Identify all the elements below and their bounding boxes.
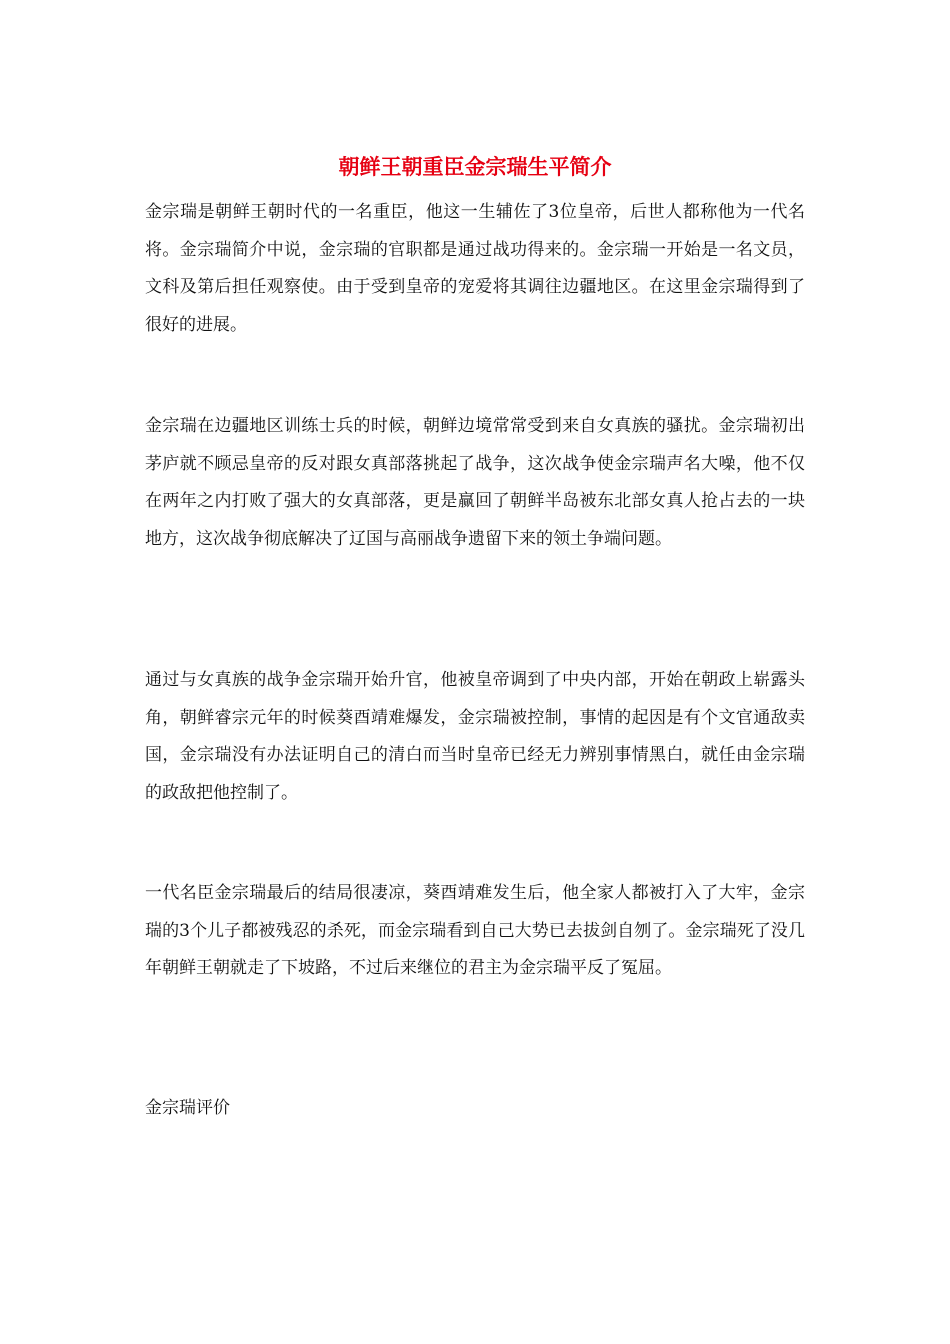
section-heading-evaluation: 金宗瑞评价	[145, 1098, 230, 1118]
paragraph-intro: 金宗瑞是朝鲜王朝时代的一名重臣，他这一生辅佐了3位皇帝，后世人都称他为一代名将。金宗瑞简介中说，金宗瑞的官职都是通过战功得来的。金宗瑞一开始是一名文员，文科及第后担任观察使。由于受到皇帝的宠爱将其调往边疆地区。在这里金宗瑞得到了很好的进展。	[145, 202, 805, 335]
paragraph-ending: 一代名臣金宗瑞最后的结局很凄凉，葵酉靖难发生后，他全家人都被打入了大牢，金宗瑞的3个儿子都被残忍的杀死，而金宗瑞看到自己大势已去拔剑自刎了。金宗瑞死了没几年朝鲜王朝就走了下坡路，不过后来继位的君主为金宗瑞平反了冤屈。	[145, 883, 805, 978]
paragraph-promotion: 通过与女真族的战争金宗瑞开始升官，他被皇帝调到了中央内部，开始在朝政上崭露头角，朝鲜睿宗元年的时候葵酉靖难爆发，金宗瑞被控制，事情的起因是有个文官通敌卖国，金宗瑞没有办法证明自己的清白而当时皇帝已经无力辨别事情黑白，就任由金宗瑞的政敌把他控制了。	[145, 670, 805, 803]
page-title: 朝鲜王朝重臣金宗瑞生平简介	[338, 154, 612, 179]
paragraph-border-war: 金宗瑞在边疆地区训练士兵的时候，朝鲜边境常常受到来自女真族的骚扰。金宗瑞初出茅庐就不顾忌皇帝的反对跟女真部落挑起了战争，这次战争使金宗瑞声名大噪，他不仅在两年之内打败了强大的女真部落，更是赢回了朝鲜半岛被东北部女真人抢占去的一块地方，这次战争彻底解决了辽国与高丽战争遗留下来的领土争端问题。	[145, 416, 805, 549]
